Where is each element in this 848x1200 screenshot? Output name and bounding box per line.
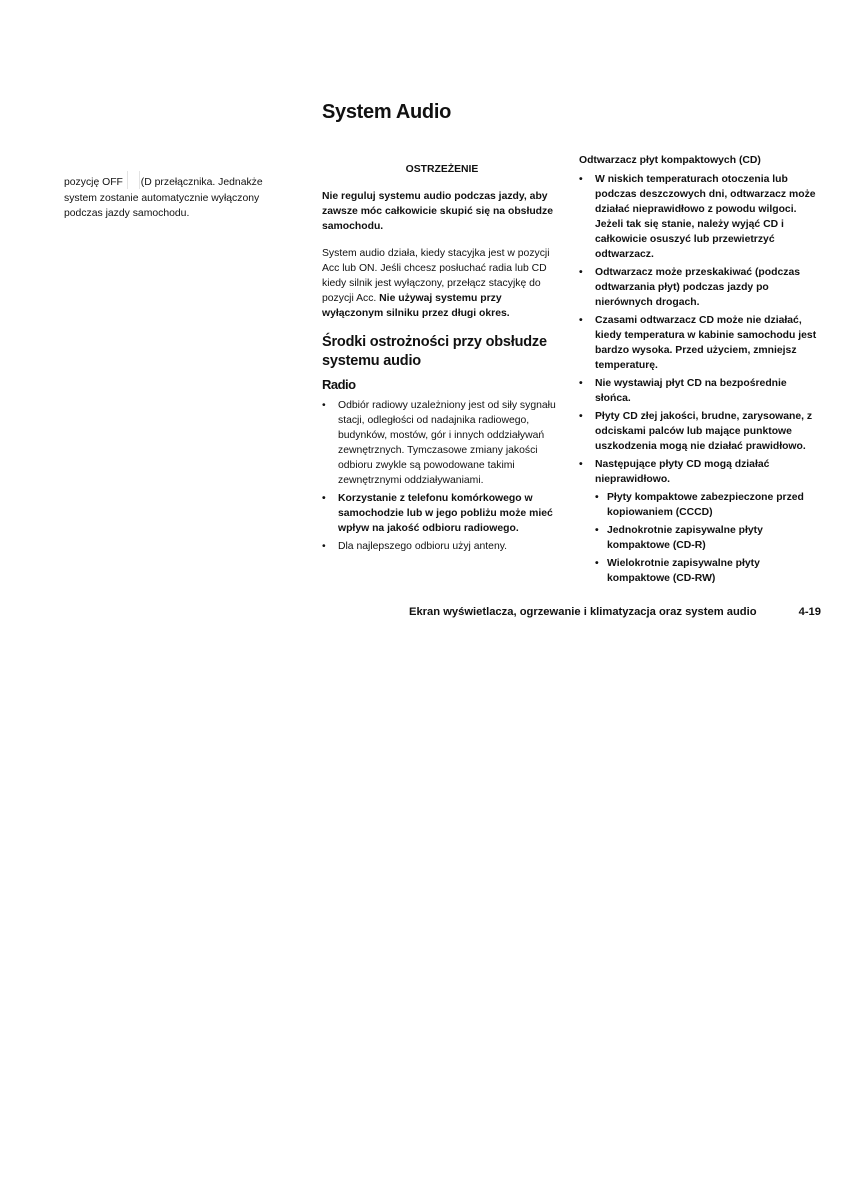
warning-title: OSTRZEŻENIE xyxy=(405,164,479,175)
warning-text: Nie reguluj systemu audio podczas jazdy, aby zawsze móc całkowicie skupić się na obsłudze samochodu. xyxy=(322,191,553,232)
bullet-icon: • xyxy=(579,174,583,185)
bullet-icon: • xyxy=(579,315,583,326)
intro-paragraph xyxy=(322,246,562,321)
list-item-text: Odtwarzacz może przeskakiwać (podczas odtwarzania płyt) podczas jazdy po nierównych drogach. xyxy=(595,267,801,308)
bullet-icon: • xyxy=(595,558,599,569)
list-item-text: Dla najlepszego odbioru użyj anteny. xyxy=(338,541,508,552)
sub-list-item-text: Płyty kompaktowe zabezpieczone przed kopiowaniem (CCCD) xyxy=(607,492,804,518)
list-item xyxy=(322,398,562,488)
bullet-icon: • xyxy=(595,525,599,536)
continued-paragraph xyxy=(64,171,296,222)
page-title: System Audio xyxy=(322,101,452,123)
list-item-text: Następujące płyty CD mogą działać nieprawidłowo. xyxy=(595,459,770,485)
list-item xyxy=(579,376,823,406)
list-item xyxy=(579,409,823,454)
list-item xyxy=(579,313,823,373)
continued-text-start: pozycję OFF xyxy=(64,177,126,188)
list-item-text: Nie wystawiaj płyt CD na bezpośrednie słońca. xyxy=(595,378,787,404)
list-item-text: Odbiór radiowy uzależniony jest od siły sygnału stacji, odległości od nadajnika radiowego, budynków, mostów, gór i innych oddziaływań zewnętrznych. Tymczasowe zmiany jakości odbioru zwykle są powodowane takimi zewnętrznymi oddziaływaniami. xyxy=(338,400,556,486)
page-footer xyxy=(409,606,821,618)
sub-list-item xyxy=(579,556,823,586)
sub-list-item xyxy=(579,523,823,553)
sub-list-item xyxy=(579,490,823,520)
radio-heading: Radio xyxy=(322,377,356,392)
bullet-icon: • xyxy=(579,411,583,422)
list-item xyxy=(322,539,562,554)
intro-bold-text: Nie używaj systemu przy wyłączonym silniku przez długi okres. xyxy=(322,293,510,319)
intro-text: System audio działa, kiedy stacyjka jest w pozycji Acc lub ON. Jeśli chcesz posłuchać radia lub CD kiedy silnik jest wyłączony, przełącz stacyjkę do pozycji Acc. xyxy=(322,248,550,304)
switch-position-mark xyxy=(127,171,140,189)
bullet-icon: • xyxy=(579,459,583,470)
bullet-icon: • xyxy=(322,541,326,552)
cd-sub-list xyxy=(579,490,823,586)
precautions-heading: Środki ostrożności przy obsłudze systemu audio xyxy=(322,334,547,369)
sub-list-item-text: Jednokrotnie zapisywalne płyty kompaktowe (CD-R) xyxy=(607,525,763,551)
bullet-icon: • xyxy=(322,400,326,411)
list-item xyxy=(322,491,562,536)
middle-column xyxy=(322,162,562,557)
list-item xyxy=(579,457,823,487)
cd-heading: Odtwarzacz płyt kompaktowych (CD) xyxy=(579,155,761,166)
sub-list-item-text: Wielokrotnie zapisywalne płyty kompaktowe (CD-RW) xyxy=(607,558,760,584)
left-column xyxy=(64,171,296,222)
right-column xyxy=(579,153,823,589)
list-item xyxy=(579,172,823,262)
bullet-icon: • xyxy=(595,492,599,503)
list-item xyxy=(579,265,823,310)
list-item-text: Płyty CD złej jakości, brudne, zarysowane, z odciskami palców lub mające punktowe uszkodzenia mogą nie działać prawidłowo. xyxy=(595,411,813,452)
list-item-text: Czasami odtwarzacz CD może nie działać, kiedy temperatura w kabinie samochodu jest bardzo wysoka. Przed użyciem, zmniejsz temperaturę. xyxy=(595,315,817,371)
bullet-icon: • xyxy=(579,378,583,389)
bullet-icon: • xyxy=(322,493,326,504)
list-item-text: Korzystanie z telefonu komórkowego w samochodzie lub w jego pobliżu może mieć wpływ na jakość odbioru radiowego. xyxy=(338,493,553,534)
cd-list xyxy=(579,172,823,487)
page-number: 4-19 xyxy=(798,606,821,618)
radio-list xyxy=(322,398,562,554)
bullet-icon: • xyxy=(579,267,583,278)
footer-section-title: Ekran wyświetlacza, ogrzewanie i klimatyzacja oraz system audio xyxy=(409,606,757,618)
list-item-text: W niskich temperaturach otoczenia lub podczas deszczowych dni, odtwarzacz może działać nieprawidłowo z powodu wilgoci. Jeżeli tak się stanie, należy wyjąć CD i całkowicie osuszyć lub przewietrzyć odtwarzacz. xyxy=(595,174,816,260)
continued-text-end: (D przełącznika. Jednakże system zostanie automatycznie wyłączony podczas jazdy samochodu. xyxy=(64,177,263,219)
